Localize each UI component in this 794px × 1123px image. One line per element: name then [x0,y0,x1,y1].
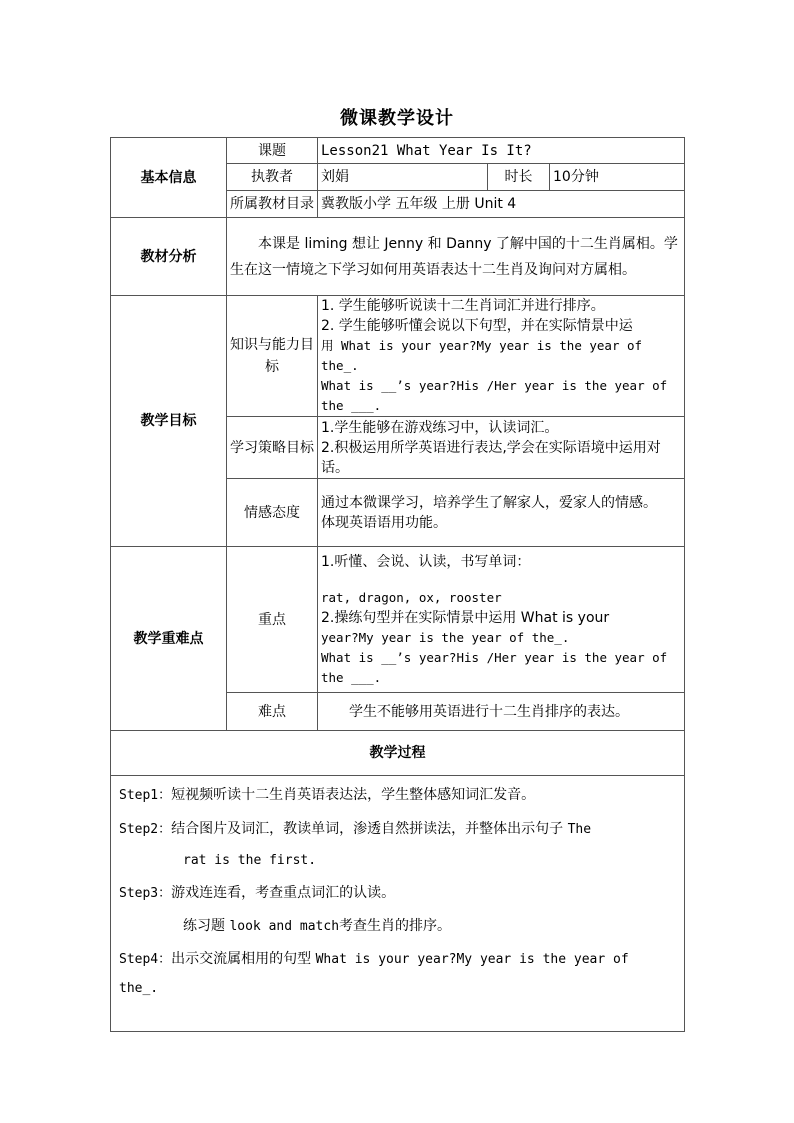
page-title: 微课教学设计 [340,108,454,129]
step-2-continued: rat is the first. [183,853,317,868]
row-knowledge-objective [111,296,685,417]
row-process-steps [111,776,685,1032]
objectives-label: 教学目标 [111,296,227,547]
strategy-line: 1.学生能够在游戏练习中，认读词汇。 [321,419,559,436]
topic-value: Lesson21 What Year Is It? [318,138,685,164]
topic-label: 课题 [227,138,318,164]
step-4-continued: the_. [119,981,159,996]
step-2: Step2：结合图片及词汇，教读单词，渗透自然拼读法，并整体出示句子 The [119,821,592,837]
emotion-line: 体现英语语用功能。 [321,514,447,531]
analysis-text: 本课是 liming 想让 Jenny 和 Danny 了解中国的十二生肖属相。学生在这一情境之下学习如何用英语表达十二生肖及询问对方属相。 [227,218,685,296]
key-line: 2.操练句型并在实际情景中运用 What is your [321,609,610,626]
textbook-value: 冀教版小学 五年级 上册 Unit 4 [318,191,685,218]
key-text [318,547,685,693]
strategy-line: 2.积极运用所学英语进行表达,学会在实际语境中运用对话。 [321,439,661,476]
row-key-point [111,547,685,693]
emotion-label: 情感态度 [227,479,318,547]
row-analysis [111,218,685,296]
row-topic [111,138,685,164]
key-line: rat, dragon, ox, rooster [321,589,502,605]
step-4: Step4：出示交流属相用的句型 What is your year?My year is the year of [119,951,629,967]
row-process-header [111,731,685,776]
process-label: 教学过程 [111,731,685,776]
key-label: 重点 [227,547,318,693]
lesson-design-table [110,137,685,1032]
emotion-line: 通过本微课学习，培养学生了解家人，爱家人的情感。 [321,494,657,511]
emotion-text [318,479,685,547]
step-3: Step3：游戏连连看，考查重点词汇的认读。 [119,885,396,901]
strategy-label: 学习策略目标 [227,417,318,479]
difficult-label: 难点 [227,693,318,731]
teacher-label: 执教者 [227,164,318,191]
teacher-value: 刘娟 [318,164,488,191]
knowledge-text [318,296,685,417]
knowledge-line: 2. 学生能够听懂会说以下句型，并在实际情景中运 [321,318,633,334]
knowledge-line: What is __’s year?His /Her year is the year of [321,378,668,393]
knowledge-line: 用 What is your year?My year is the year of the_. [321,338,643,373]
key-line: What is __’s year?His /Her year is the year of [321,649,668,665]
duration-value: 10分钟 [550,164,685,191]
key-line: the ___. [321,669,382,685]
basic-info-label: 基本信息 [111,138,227,218]
analysis-label: 教材分析 [111,218,227,296]
knowledge-line: 1. 学生能够听说读十二生肖词汇并进行排序。 [321,298,605,314]
key-points-label: 教学重难点 [111,547,227,731]
key-line: 1.听懂、会说、认读，书写单词： [321,553,531,570]
strategy-text [318,417,685,479]
knowledge-label: 知识与能力目标 [227,296,318,417]
textbook-label: 所属教材目录 [227,191,318,218]
knowledge-line: the ___. [321,398,382,413]
difficult-text: 学生不能够用英语进行十二生肖排序的表达。 [318,693,685,731]
process-steps [111,776,685,1032]
duration-label: 时长 [488,164,550,191]
step-1: Step1：短视频听读十二生肖英语表达法，学生整体感知词汇发音。 [119,787,536,803]
key-line: year?My year is the year of the_. [321,629,570,645]
step-3-exercise: 练习题 look and match考查生肖的排序。 [183,918,452,934]
